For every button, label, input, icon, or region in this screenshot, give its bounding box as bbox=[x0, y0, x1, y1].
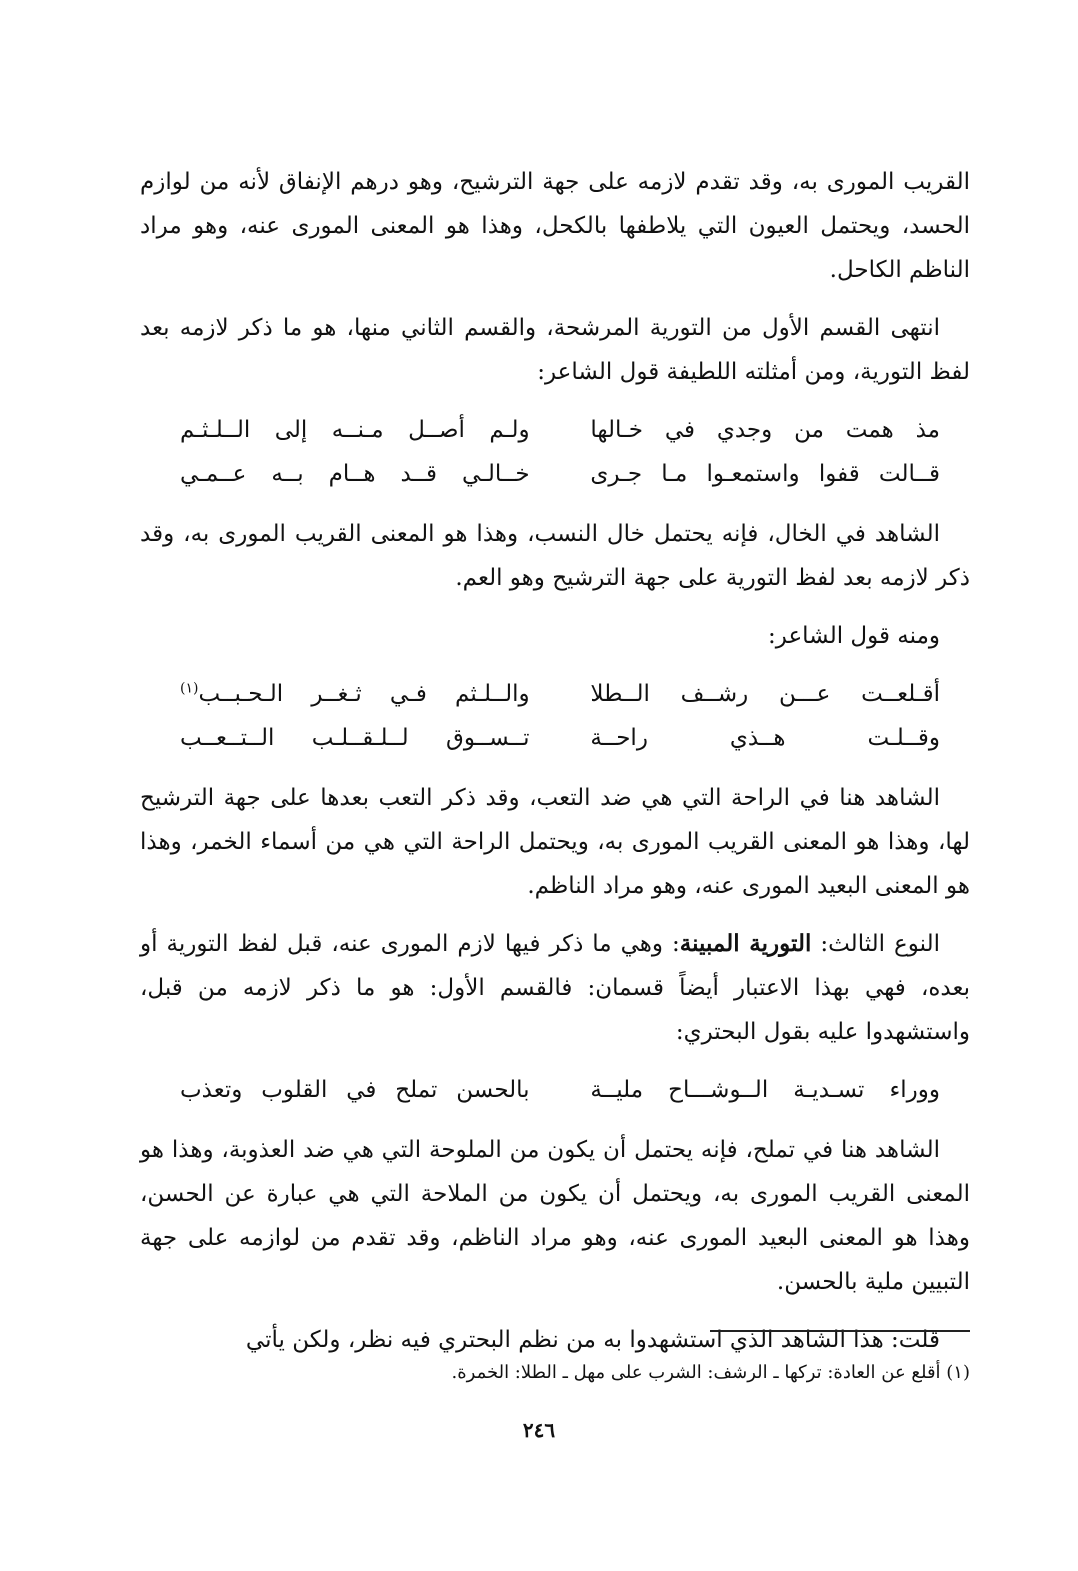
verse-block-khal bbox=[140, 408, 970, 496]
footnote-divider bbox=[710, 1330, 970, 1332]
verse-hemistich-first: مذ همت من وجدي في خـالها bbox=[590, 417, 940, 443]
verse-block-buhturi bbox=[140, 1068, 970, 1112]
term-tawriya-mubayyina: التورية المبينة bbox=[679, 930, 812, 957]
verse-line bbox=[180, 408, 940, 452]
verse-block-raha bbox=[140, 672, 970, 760]
paragraph-comment: قلت: هذا الشاهد الذي استشهدوا به من نظم البحتري فيه نظر، ولكن يأتي bbox=[245, 1327, 940, 1353]
page-number: ٢٤٦ bbox=[522, 1418, 556, 1442]
verse-hemistich-text: والــلـثم فـي ثـغــر الـحـبــب bbox=[198, 681, 530, 707]
verse-line bbox=[180, 672, 940, 716]
verse-hemistich-second: تــســوق لــلـقــلـب الــتــعــب bbox=[180, 725, 530, 751]
paragraph-continuation: القريب المورى به، وقد تقدم لازمه على جهة الترشيح، وهو درهم الإنفاق لأنه من لوازم الحسد، ويحتمل العيون التي يلاطفها بالكحل، وهذا هو المعنى المورى عنه، وهو مراد الناظم الكاحل. bbox=[140, 169, 970, 283]
verse-line bbox=[180, 1068, 940, 1112]
verse-hemistich-second: ولـم أصــل مـنــه إلى الــلـثـم bbox=[180, 417, 530, 443]
verse-hemistich-first: ووراء تسـديـة الــوشـــاح مليــة bbox=[590, 1077, 940, 1103]
third-type-lead: النوع الثالث: bbox=[811, 931, 940, 957]
verse-hemistich-second bbox=[180, 672, 530, 716]
footnote-text: (١) أقلع عن العادة: تركها ـ الرشف: الشرب على مهل ـ الطلا: الخمرة. bbox=[451, 1362, 970, 1383]
verse-hemistich-second: خــالـي قــد هــام بــه عــمـي bbox=[180, 461, 530, 487]
paragraph-tamallah-explanation: الشاهد هنا في تملح، فإنه يحتمل أن يكون من الملوحة التي هي ضد العذوبة، وهذا هو المعنى القريب المورى به، ويحتمل أن يكون من الملاحة التي هي عبارة عن الحسن، وهذا هو المعنى البعيد المورى عنه، وهو مراد الناظم، وقد تقدم من لوازمه على جهة التبيين ملية بالحسن. bbox=[140, 1137, 970, 1295]
footnote-reference-marker[interactable]: (١) bbox=[180, 680, 199, 697]
third-type-definition: : وهي ما ذكر فيها لازم المورى عنه، قبل لفظ التورية أو بعده، فهي بهذا الاعتبار أيضاً قسمان: فالقسم الأول: هو ما ذكر لازمه من قبل، واستشهدوا عليه بقول البحتري: bbox=[140, 931, 970, 1045]
verse-line bbox=[180, 452, 940, 496]
main-text-column bbox=[140, 160, 970, 1376]
paragraph-third-type bbox=[140, 922, 970, 1054]
paragraph-murashshaha-second-part: انتهى القسم الأول من التورية المرشحة، والقسم الثاني منها، هو ما ذكر لازمه بعد لفظ التورية، ومن أمثلته اللطيفة قول الشاعر: bbox=[140, 315, 970, 385]
verse-hemistich-second: بالحسن تملح في القلوب وتعذب bbox=[180, 1077, 530, 1103]
verse-hemistich-first: قــالت قفوا واستمعـوا مـا جـرى bbox=[590, 461, 940, 487]
verse-hemistich-first: أقـلعــت عـــن رشــف الــطلا bbox=[590, 681, 940, 707]
verse-line bbox=[180, 716, 940, 760]
paragraph-poet-intro: ومنه قول الشاعر: bbox=[768, 623, 940, 649]
verse-hemistich-first: وقــلـت هــذي راحــة bbox=[590, 725, 940, 751]
paragraph-raha-explanation: الشاهد هنا في الراحة التي هي ضد التعب، وقد ذكر التعب بعدها على جهة الترشيح لها، وهذا هو المعنى القريب المورى به، ويحتمل الراحة التي هي من أسماء الخمر، وهذا هو المعنى البعيد المورى عنه، وهو مراد الناظم. bbox=[140, 785, 970, 899]
paragraph-khal-explanation: الشاهد في الخال، فإنه يحتمل خال النسب، وهذا هو المعنى القريب المورى به، وقد ذكر لازمه بعد لفظ التورية على جهة الترشيح وهو العم. bbox=[140, 521, 970, 591]
